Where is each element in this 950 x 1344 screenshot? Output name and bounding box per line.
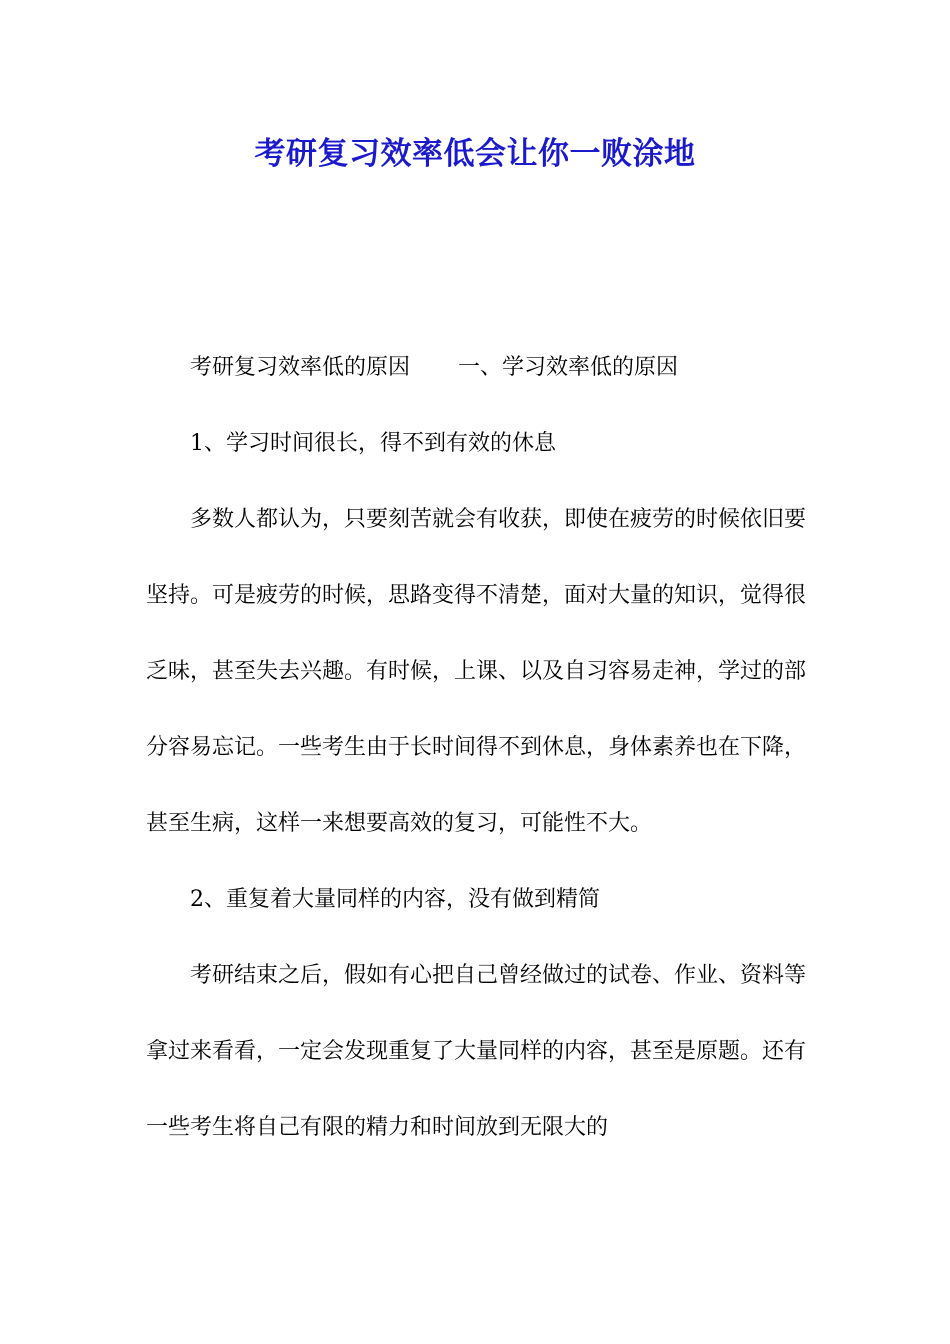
section1-heading: 1、学习时间很长，得不到有效的休息: [190, 431, 556, 456]
document-body: [146, 330, 806, 1166]
intro-heading-left: 考研复习效率低的原因: [190, 355, 411, 380]
document-title: 考研复习效率低会让你一败涂地: [254, 136, 696, 172]
intro-heading-right: 一、学习效率低的原因: [458, 355, 679, 380]
section1-paragraph: 多数人都认为，只要刻苦就会有收获，即使在疲劳的时候依旧要坚持。可是疲劳的时候，思路变得不清楚，面对大量的知识，觉得很乏味，甚至失去兴趣。有时候，上课、以及自习容易走神，学过的部分容易忘记。一些考生由于长时间得不到休息，身体素养也在下降，甚至生病，这样一来想要高效的复习，可能性不大。: [146, 507, 807, 836]
section2-paragraph: 考研结束之后，假如有心把自己曾经做过的试卷、作业、资料等拿过来看看，一定会发现重复了大量同样的内容，甚至是原题。还有一些考生将自己有限的精力和时间放到无限大的: [146, 963, 807, 1140]
intro-heading-line: [146, 330, 806, 406]
section2-heading: 2、重复着大量同样的内容，没有做到精简: [190, 887, 600, 912]
